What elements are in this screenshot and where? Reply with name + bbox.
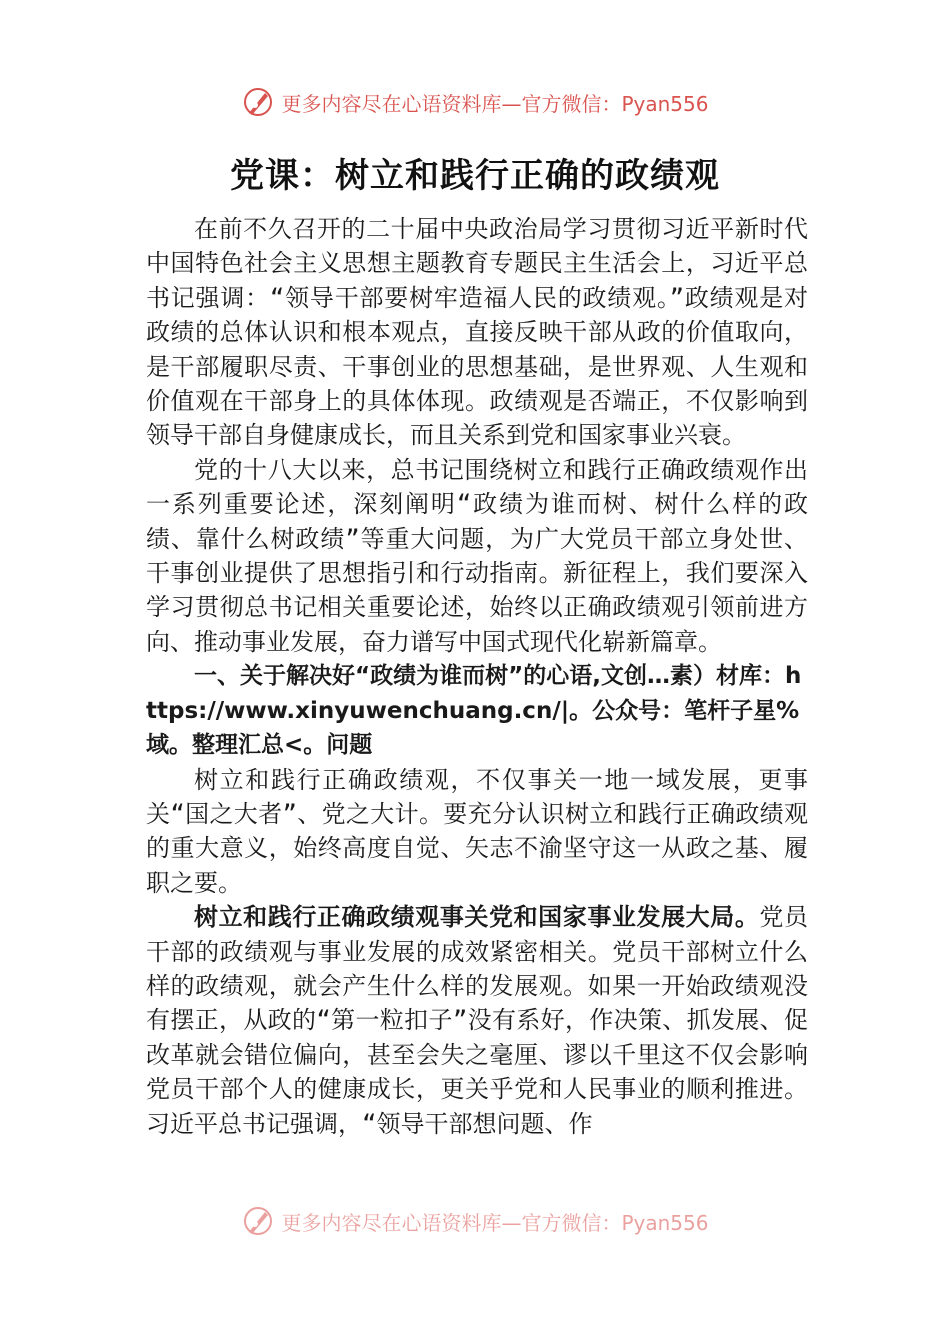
- paragraph-lead-bold: 树立和践行正确政绩观事关党和国家事业发展大局。: [194, 903, 760, 932]
- watermark-text: 更多内容尽在心语资料库—官方微信：Pyan556: [281, 1210, 709, 1235]
- paragraph-fourth-body: 党员干部的政绩观与事业发展的成效紧密相关。党员干部树立什么样的政绩观，就会产生什么样的发展观。如果一开始政绩观没有摆正，从政的“第一粒扣子”没有系好，作决策、抓发展、促改革就会错位偏向，甚至会失之毫厘、谬以千里这不仅会影响党员干部个人的健康成长，更关乎党和人民事业的顺利推进。习近平总书记强调，“领导干部想问题、作: [146, 903, 808, 1138]
- page-title: 党课：树立和践行正确的政绩观: [230, 156, 720, 196]
- paragraph-second: 党的十八大以来，总书记围绕树立和践行正确政绩观作出一系列重要论述，深刻阐明“政绩为谁而树、树什么样的政绩、靠什么树政绩”等重大问题，为广大党员干部立身处世、干事创业提供了思想指引和行动指南。新征程上，我们要深入学习贯彻总书记相关重要论述，始终以正确政绩观引领前进方向、推动事业发展，奋力谱写中国式现代化崭新篇章。: [146, 455, 808, 656]
- section-heading: 一、关于解决好“政绩为谁而树”的心语,文创…素）材库：https://www.xinyuwenchuang.cn/|。公众号：笔杆子星%域。整理汇总<。问题: [146, 663, 802, 759]
- document-body: [146, 212, 808, 1217]
- paragraph-third: 树立和践行正确政绩观，不仅事关一地一域发展，更事关“国之大者”、党之大计。要充分认识树立和践行正确政绩观的重大意义，始终高度自觉、矢志不渝坚守这一从政之基、履职之要。: [146, 765, 808, 897]
- quill-logo-icon: [241, 85, 275, 119]
- watermark-banner-bottom: [0, 1204, 950, 1238]
- paragraph-intro: 在前不久召开的二十届中央政治局学习贯彻习近平新时代中国特色社会主义思想主题教育专题民主生活会上，习近平总书记强调：“领导干部要树牢造福人民的政绩观。”政绩观是对政绩的总体认识和根本观点，直接反映干部从政的价值取向，是干部履职尽责、干事创业的思想基础，是世界观、人生观和价值观在干部身上的具体体现。政绩观是否端正，不仅影响到领导干部自身健康成长，而且关系到党和国家事业兴衰。: [146, 215, 808, 450]
- paragraph-fourth: [146, 900, 808, 1141]
- watermark-text: 更多内容尽在心语资料库—官方微信：Pyan556: [281, 91, 709, 116]
- quill-logo-icon: [241, 1204, 275, 1238]
- watermark-banner-top: [0, 82, 950, 122]
